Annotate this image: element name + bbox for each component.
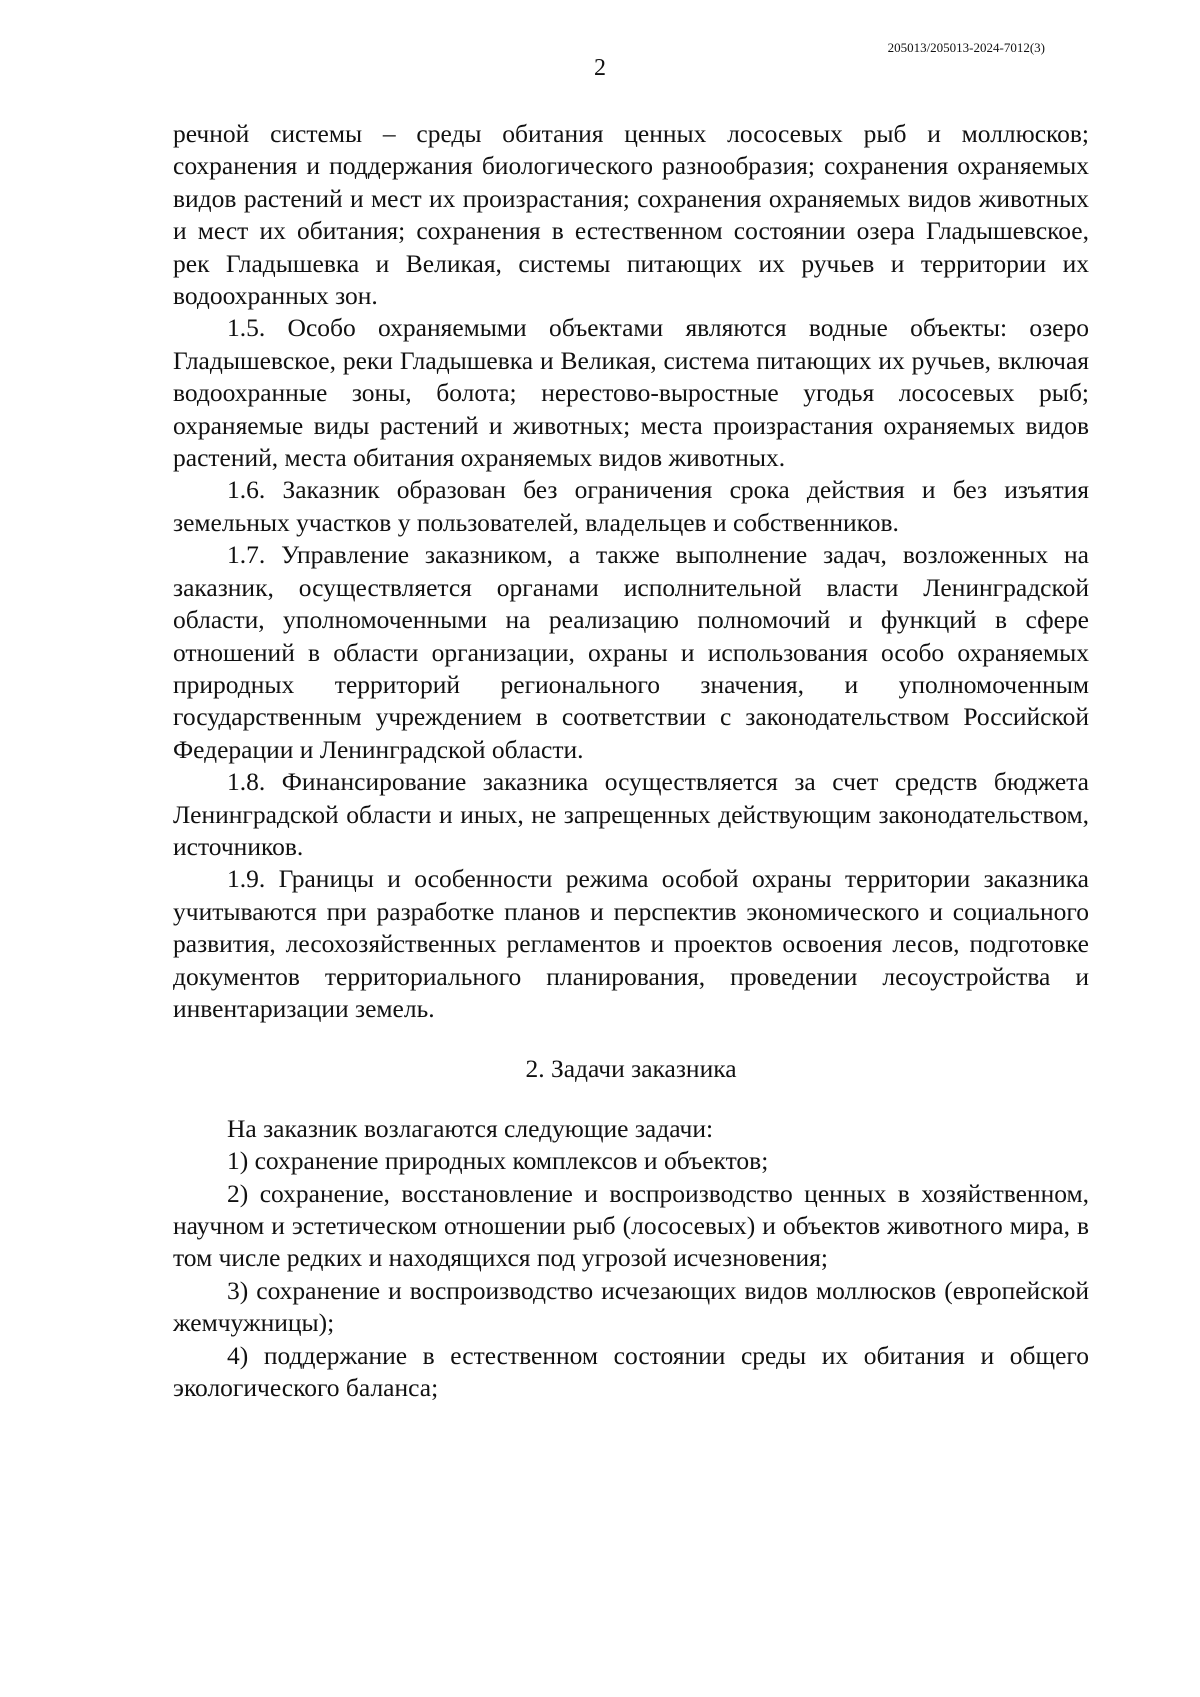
document-id: 205013/205013-2024-7012(3) <box>887 40 1045 55</box>
paragraph-1-9: 1.9. Границы и особенности режима особой охраны территории заказника учитываются при разработке планов и перспектив экономического и социального развития, лесохозяйственных регламентов и проектов освоения лесов, подготовке документов территориального планирования, проведении лесоустройства и инвентаризации земель. <box>173 864 1089 1023</box>
paragraph-1-5: 1.5. Особо охраняемыми объектами являются водные объекты: озеро Гладышевское, реки Гладышевка и Великая, система питающих их ручьев, включая водоохранные зоны, болота; нерестово-выростные угодья лососевых рыб; охраняемые виды растений и животных; места произрастания охраняемых видов растений, места обитания охраняемых видов животных. <box>173 313 1089 473</box>
task-item-2: 2) сохранение, восстановление и воспроизводство ценных в хозяйственном, научном и эстетическом отношении рыб (лососевых) и объектов животного мира, в том числе редких и находящихся под угрозой исчезновения; <box>173 1178 1089 1273</box>
paragraph-1-7: 1.7. Управление заказником, а также выполнение задач, возложенных на заказник, осуществляется органами исполнительной власти Ленинградской области, уполномоченными на реализацию полномочий и функций в сфере отношений в области организации, охраны и использования особо охраняемых природных территорий регионального значения, и уполномоченным государственным учреждением в соответствии с законодательством Российской Федерации и Ленинградской области. <box>173 540 1089 764</box>
paragraph-continuation: речной системы – среды обитания ценных лососевых рыб и моллюсков; сохранения и поддержания биологического разнообразия; сохранения охраняемых видов растений и мест их произрастания; сохранения охраняемых видов животных и мест их обитания; сохранения в естественном состоянии озера Гладышевское, рек Гладышевка и Великая, системы питающих их ручьев и территории их водоохранных зон. <box>173 119 1089 311</box>
document-body <box>173 118 1089 1404</box>
section-heading: 2. Задачи заказника <box>525 1054 737 1084</box>
paragraph-1-8: 1.8. Финансирование заказника осуществляется за счет средств бюджета Ленинградской области и иных, не запрещенных действующим законодательством, источников. <box>173 767 1089 861</box>
tasks-intro: На заказник возлагаются следующие задачи: <box>227 1113 714 1143</box>
page-number: 2 <box>594 55 606 81</box>
task-item-3: 3) сохранение и воспроизводство исчезающих видов моллюсков (европейской жемчужницы); <box>173 1275 1089 1338</box>
task-item-4: 4) поддержание в естественном состоянии среды их обитания и общего экологического баланса; <box>173 1340 1089 1403</box>
task-item-1: 1) сохранение природных комплексов и объектов; <box>227 1146 769 1176</box>
paragraph-1-6: 1.6. Заказник образован без ограничения срока действия и без изъятия земельных участков у пользователей, владельцев и собственников. <box>173 475 1089 537</box>
